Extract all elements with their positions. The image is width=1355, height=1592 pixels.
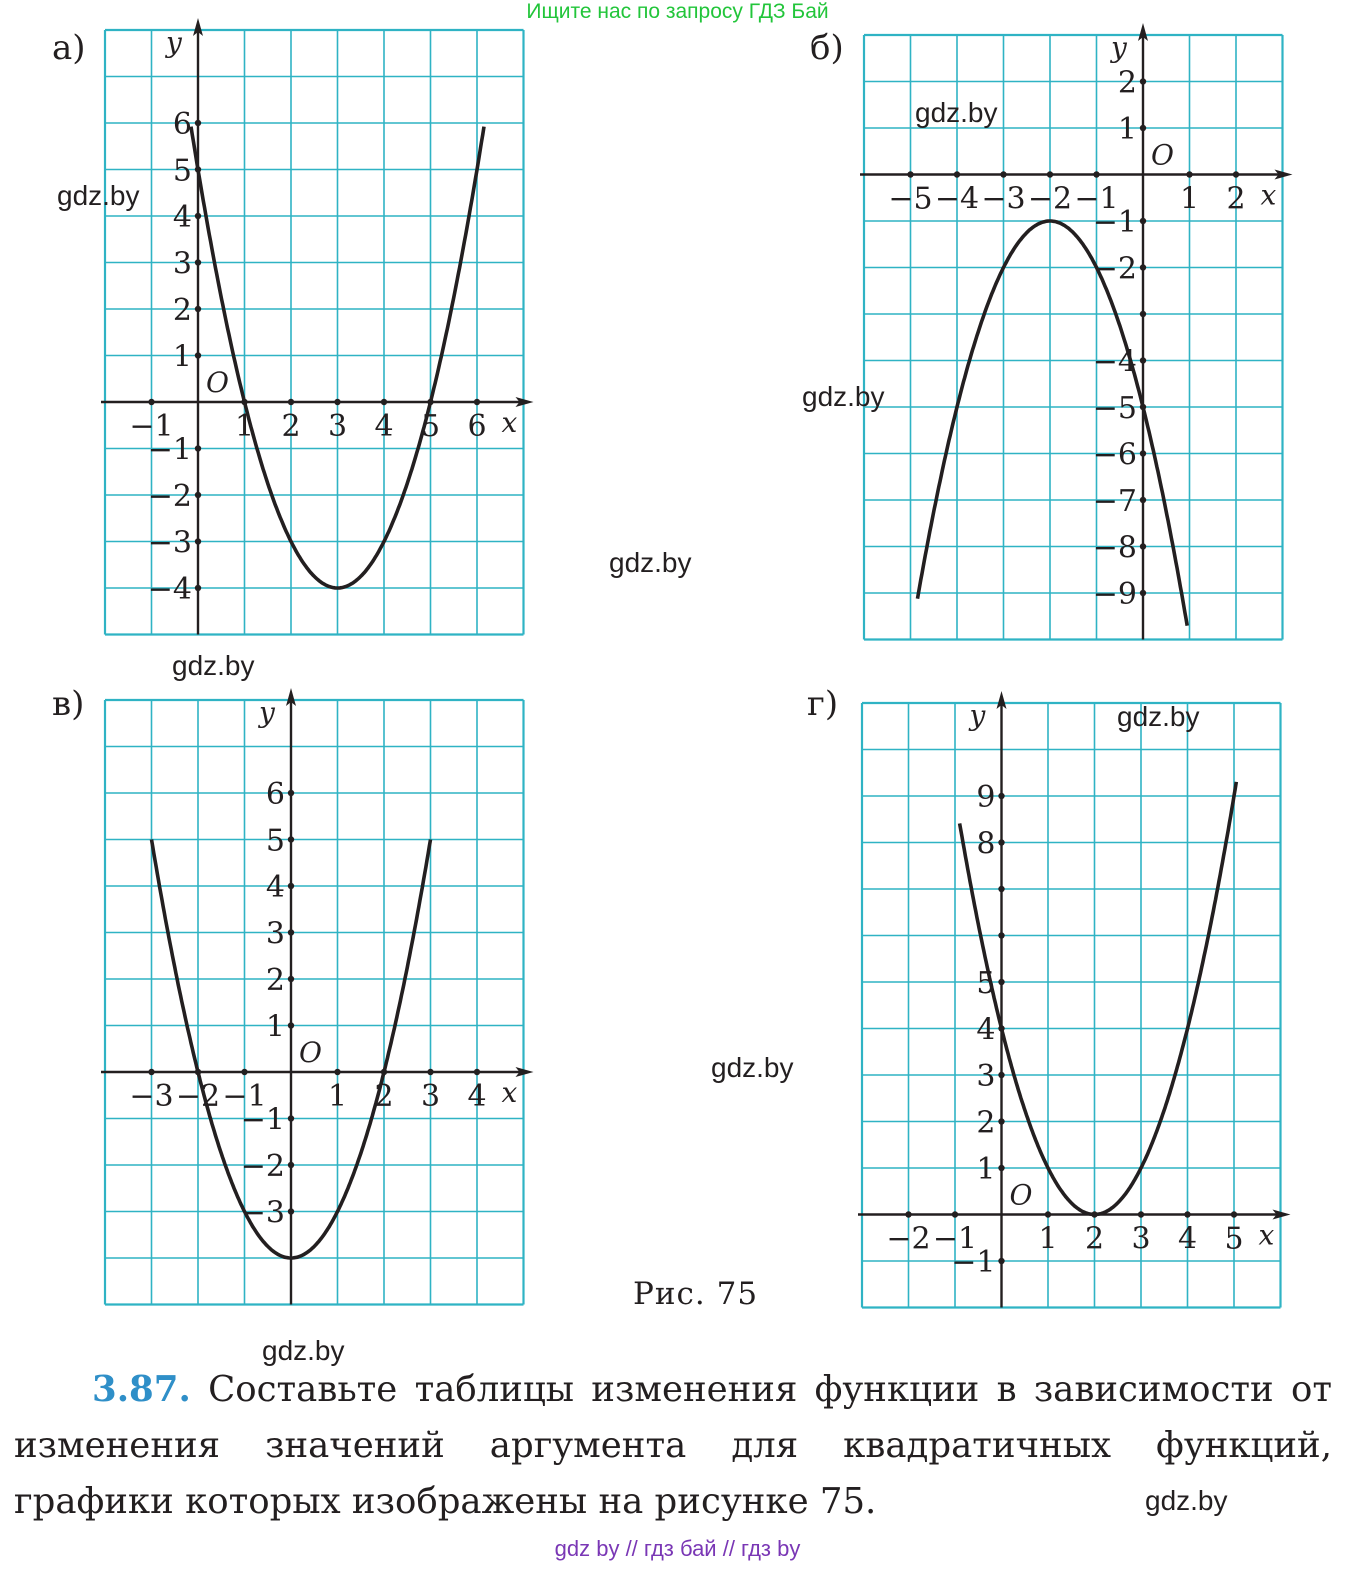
x-tick-label: 6 (467, 409, 487, 444)
y-tick-label: 3 (265, 916, 285, 952)
y-tick-label: 6 (172, 107, 192, 142)
x-tick-label: −3 (981, 181, 1026, 217)
y-tick-dot (998, 839, 1004, 845)
x-tick-dot (1045, 1211, 1051, 1217)
x-tick-dot (1231, 1211, 1237, 1217)
y-tick-label: −4 (1092, 344, 1137, 380)
y-tick-label: 5 (172, 153, 192, 189)
y-tick-label: −2 (1092, 251, 1137, 287)
x-tick-label: 3 (327, 409, 348, 444)
x-tick-label: −1 (932, 1221, 978, 1257)
watermark: gdz.by (609, 547, 692, 578)
y-tick-label: 1 (1117, 112, 1137, 147)
origin-label: O (1151, 138, 1174, 172)
figure-caption: Рис. 75 (633, 1276, 759, 1312)
y-tick-label: −4 (147, 572, 192, 607)
y-tick-dot (998, 1258, 1004, 1264)
y-tick-label: 2 (265, 963, 285, 998)
panel-label-g: г) (807, 684, 839, 724)
panel-label-a: а) (52, 28, 86, 68)
problem-text: Составьте таблицы изменения функции в зависимости от изменения значений аргумента для квадратичных функций, графики которых изображены на рисунке 75. (14, 1369, 1332, 1522)
x-axis-label: x (1258, 1218, 1275, 1252)
y-tick-dot (998, 793, 1004, 799)
y-tick-label: 3 (976, 1059, 996, 1094)
x-tick-label: 5 (420, 409, 441, 444)
y-tick-label: 4 (976, 1012, 996, 1048)
y-tick-label: −7 (1092, 484, 1137, 519)
y-axis-label: y (259, 696, 275, 729)
y-tick-dot (998, 886, 1004, 892)
x-tick-dot (1138, 1211, 1144, 1217)
problem-number: 3.87. (92, 1369, 191, 1410)
panel-label-b: б) (810, 28, 844, 68)
watermark: gdz.by (172, 650, 255, 681)
origin-label: O (1009, 1178, 1033, 1212)
y-tick-dot (998, 1118, 1004, 1124)
x-tick-label: 1 (234, 409, 255, 444)
x-axis-label: x (501, 1076, 518, 1109)
watermark: gdz.by (262, 1335, 345, 1366)
y-tick-label: −1 (240, 1102, 285, 1138)
x-tick-label: −5 (888, 181, 933, 217)
y-tick-label: 2 (976, 1105, 996, 1141)
x-tick-label: 2 (374, 1079, 394, 1114)
y-tick-label: 5 (976, 966, 996, 1001)
x-tick-label: 4 (1177, 1221, 1198, 1257)
origin-label: O (206, 366, 229, 399)
y-tick-label: 4 (265, 870, 285, 905)
x-tick-label: −3 (129, 1079, 174, 1114)
x-tick-label: −2 (1027, 181, 1073, 217)
x-tick-label: −1 (129, 409, 174, 444)
x-tick-label: 4 (374, 409, 394, 444)
x-tick-dot (952, 1211, 958, 1217)
y-tick-label: 3 (172, 246, 192, 282)
watermark: gdz.by (711, 1052, 794, 1083)
search-hint-link[interactable]: Ищите нас по запросу ГДЗ Бай (526, 0, 829, 23)
y-tick-label: −8 (1092, 530, 1137, 566)
y-tick-dot (998, 979, 1004, 985)
x-tick-label: −4 (934, 181, 980, 217)
y-axis-label: y (969, 699, 986, 732)
x-tick-label: 2 (281, 409, 301, 444)
x-tick-dot (1184, 1211, 1190, 1217)
y-tick-label: −3 (147, 525, 192, 561)
x-tick-label: −2 (175, 1079, 221, 1114)
y-tick-label: −9 (1092, 577, 1137, 612)
y-tick-label: −5 (1092, 391, 1137, 426)
y-tick-label: 8 (976, 826, 996, 862)
x-tick-label: −2 (886, 1221, 931, 1257)
panel-label-v: в) (52, 684, 85, 724)
y-tick-label: −1 (1092, 205, 1137, 240)
x-tick-dot (905, 1211, 911, 1217)
y-tick-label: 6 (265, 777, 285, 812)
x-tick-label: −1 (222, 1079, 267, 1114)
x-tick-label: 3 (420, 1079, 441, 1114)
x-axis-label: x (1260, 178, 1277, 212)
x-tick-label: 1 (1038, 1221, 1058, 1257)
y-tick-label: 4 (172, 200, 192, 235)
y-tick-label: −3 (240, 1195, 285, 1231)
y-tick-label: −1 (951, 1245, 996, 1280)
y-tick-label: 1 (172, 339, 192, 375)
x-tick-label: 1 (1179, 181, 1200, 217)
y-tick-dot (998, 1165, 1004, 1171)
origin-label: O (299, 1036, 322, 1069)
x-tick-label: 2 (1226, 181, 1246, 217)
y-tick-label: −2 (147, 479, 192, 514)
y-tick-dot (998, 1072, 1004, 1078)
y-tick-label: 1 (976, 1152, 996, 1187)
y-tick-label: 5 (265, 823, 285, 859)
x-tick-label: −1 (1074, 181, 1119, 217)
y-tick-label: −2 (240, 1149, 285, 1184)
x-tick-label: 1 (327, 1079, 348, 1114)
x-tick-label: 5 (1224, 1221, 1244, 1257)
watermark: gdz.by (1117, 701, 1200, 732)
y-tick-dot (998, 932, 1004, 938)
x-tick-label: 2 (1084, 1221, 1105, 1257)
x-axis-label: x (501, 406, 518, 439)
footer-links[interactable]: gdz by // гдз бай // гдз by (554, 1536, 801, 1561)
watermark: gdz.by (915, 97, 998, 128)
x-tick-label: 4 (467, 1079, 487, 1114)
y-tick-label: 2 (1117, 65, 1137, 101)
y-axis-label: y (166, 26, 182, 59)
watermark: gdz.by (802, 381, 885, 412)
y-tick-label: 1 (265, 1009, 285, 1045)
y-axis-label: y (1111, 31, 1127, 64)
y-tick-label: −1 (147, 432, 192, 468)
y-tick-label: −6 (1092, 437, 1137, 473)
watermark: gdz.by (1145, 1485, 1228, 1516)
watermark: gdz.by (57, 180, 140, 211)
y-tick-label: 2 (172, 293, 192, 328)
x-tick-label: 3 (1131, 1221, 1151, 1257)
y-tick-label: 9 (976, 780, 996, 815)
problem-statement (14, 1362, 1332, 1530)
